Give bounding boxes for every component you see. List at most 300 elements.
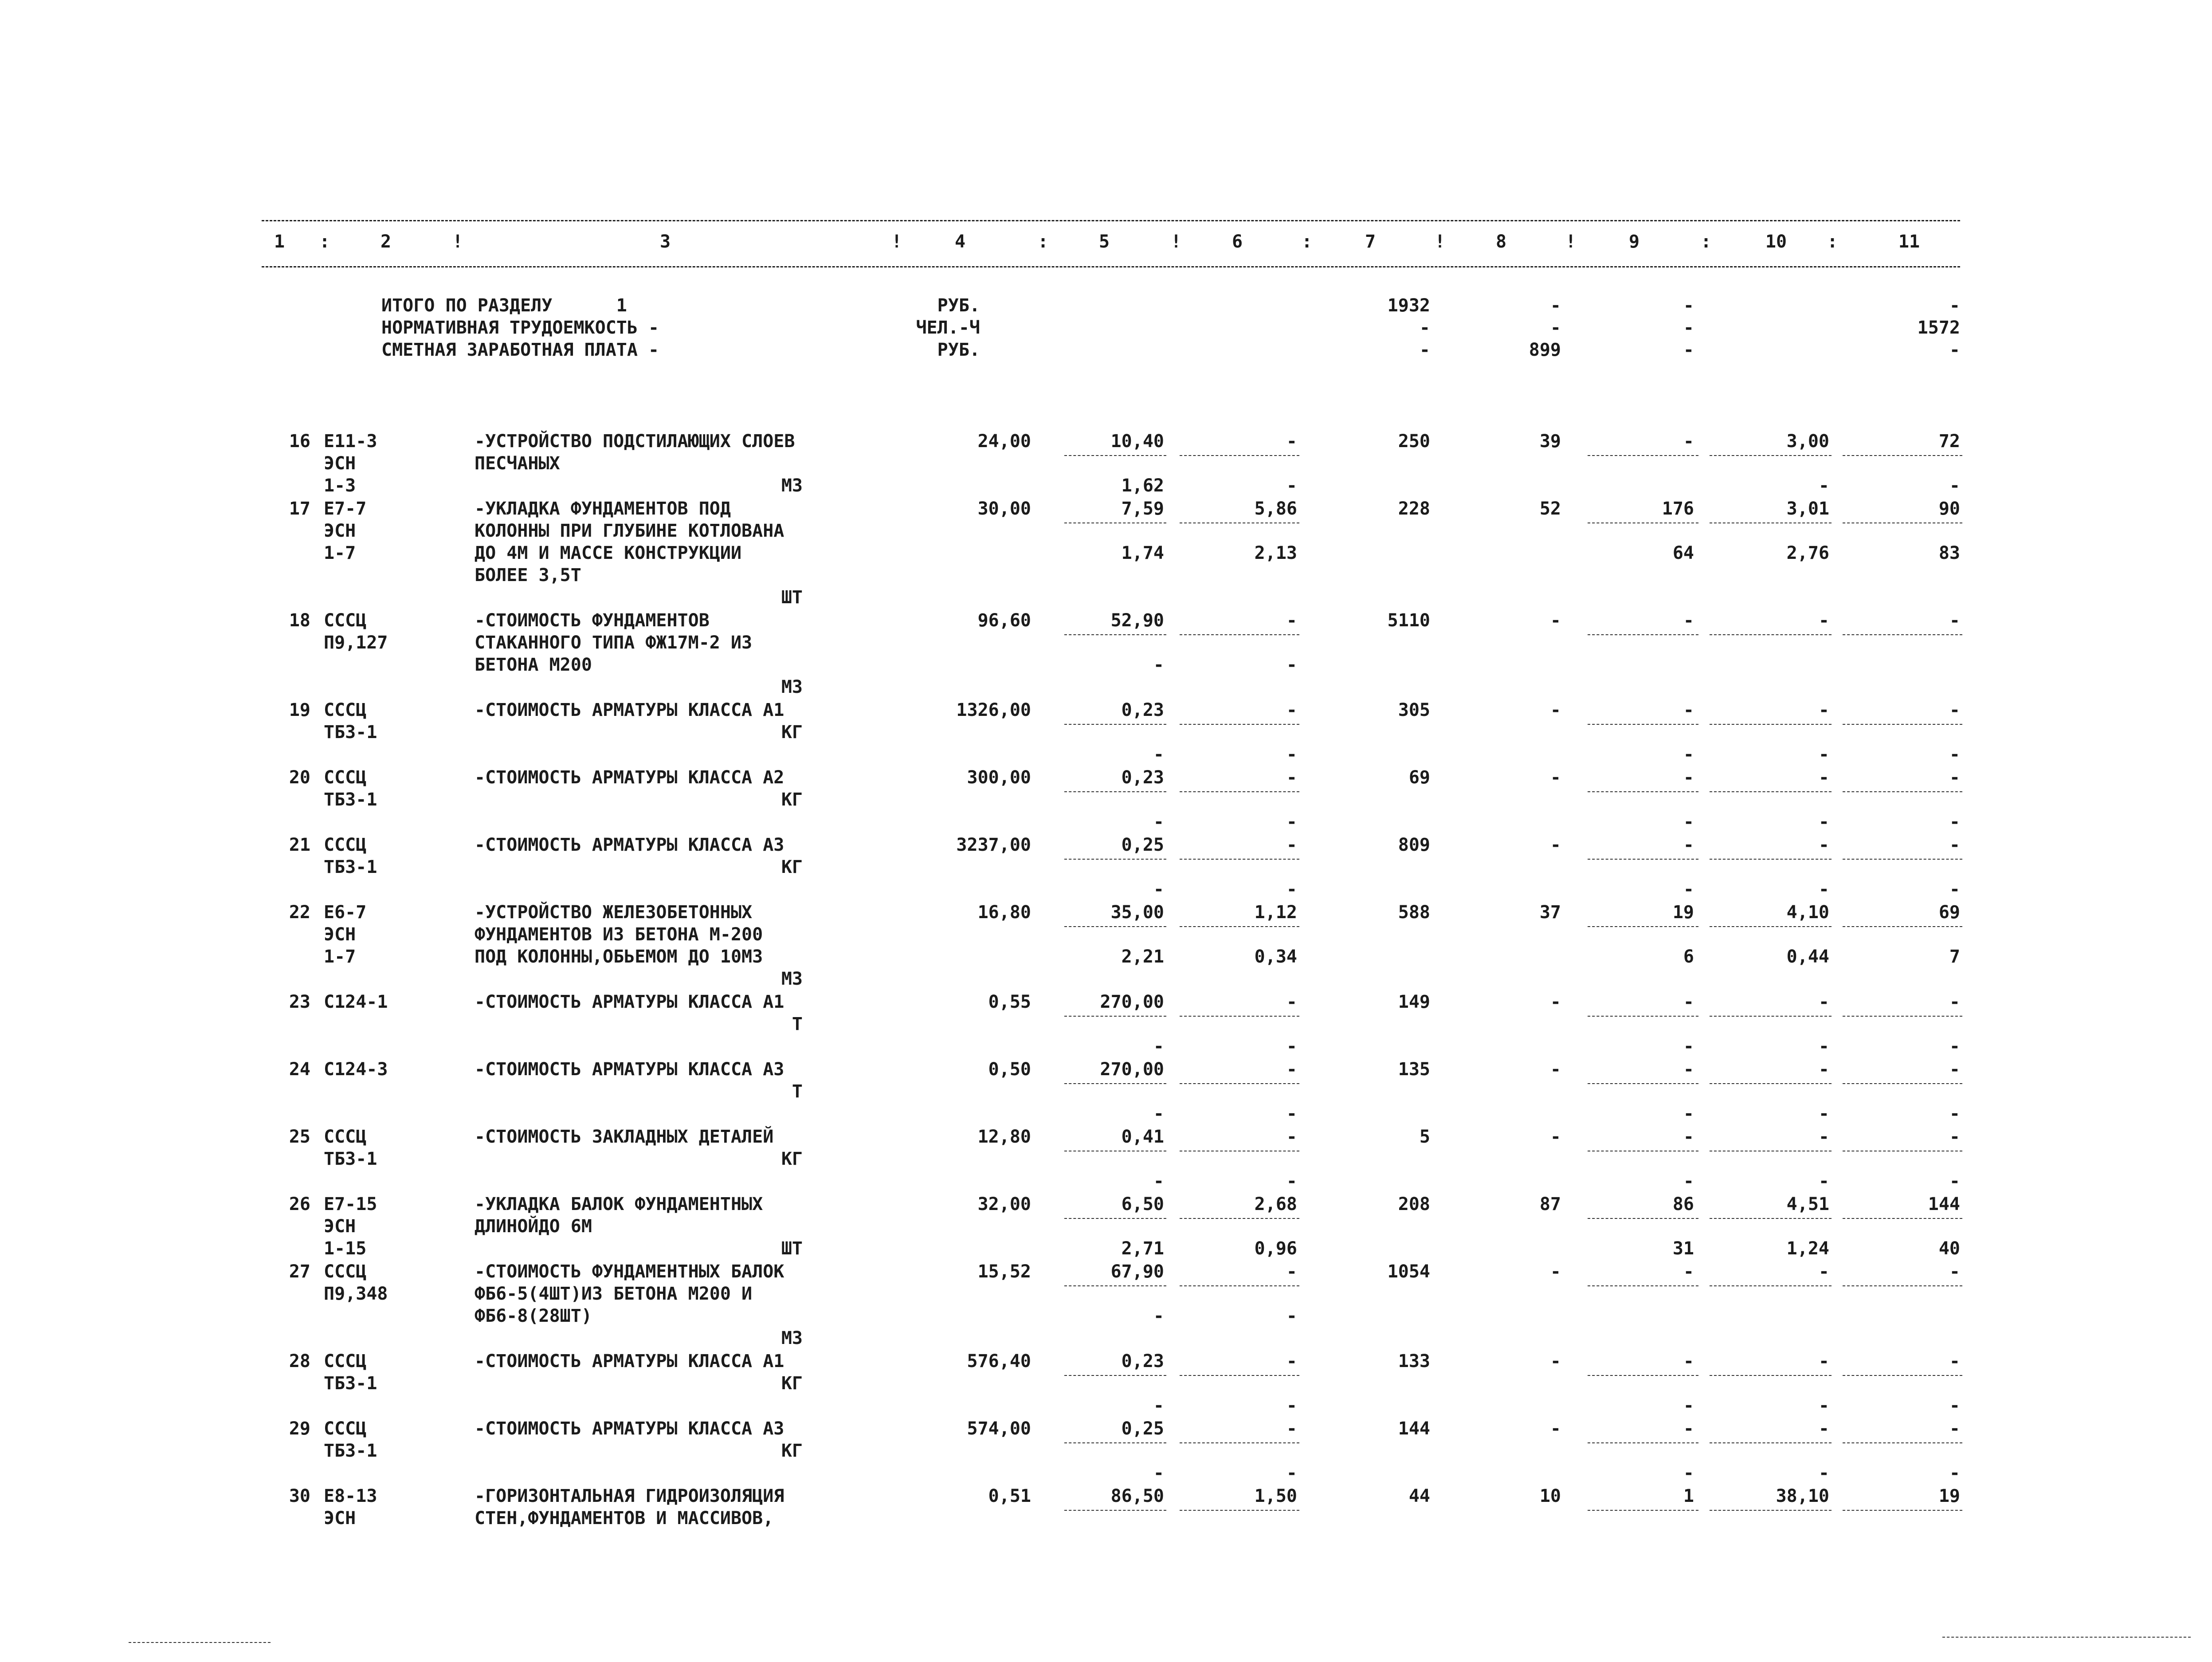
row-value-c7: 135 — [1398, 1059, 1430, 1080]
row-underline — [1180, 859, 1299, 860]
row-value-c7: 133 — [1398, 1351, 1430, 1371]
row-underline — [1710, 791, 1832, 792]
row-value-c4: 24,00 — [977, 431, 1031, 452]
row-value-c11: - — [1949, 1351, 1960, 1371]
row-underline — [1710, 1510, 1832, 1511]
row-description: -УКЛАДКА ФУНДАМЕНТОВ ПОД — [475, 499, 731, 519]
row-underline — [1588, 1083, 1698, 1084]
row-sub-s11: - — [1949, 1104, 1960, 1124]
row-value-c4: 300,00 — [967, 767, 1031, 788]
totals-label: НОРМАТИВНАЯ ТРУДОЕМКОСТЬ - — [381, 318, 659, 338]
row-underline — [1843, 859, 1962, 860]
row-value-c11: - — [1949, 835, 1960, 855]
row-description: КОЛОННЫ ПРИ ГЛУБИНЕ КОТЛОВАНА — [475, 521, 784, 541]
row-number: 30 — [289, 1486, 310, 1506]
row-underline — [1843, 1083, 1962, 1084]
row-sub-s10: - — [1818, 1036, 1829, 1057]
row-number: 29 — [289, 1418, 310, 1439]
row-description: ПОД КОЛОННЫ,ОБЬЕМОМ ДО 10М3 — [475, 947, 763, 967]
row-value-c11: 144 — [1928, 1194, 1960, 1214]
row-code: ТБ3-1 — [324, 1373, 377, 1394]
row-value-c5: 67,90 — [1110, 1261, 1164, 1282]
row-underline — [1064, 634, 1166, 635]
totals-c11: 1572 — [1917, 318, 1960, 338]
row-sub-s5: - — [1153, 1104, 1164, 1124]
row-code: СССЦ — [324, 610, 367, 631]
row-underline — [1064, 859, 1166, 860]
row-sub-s11: - — [1949, 475, 1960, 496]
row-description: -СТОИМОСТЬ АРМАТУРЫ КЛАССА А3 — [475, 1059, 784, 1080]
column-number-6: 6 — [1232, 232, 1243, 252]
row-unit: ШТ — [781, 587, 803, 608]
row-value-c9: - — [1683, 1418, 1694, 1439]
row-sub-s6: - — [1286, 1463, 1297, 1483]
row-description: -СТОИМОСТЬ ФУНДАМЕНТОВ — [475, 610, 710, 631]
row-value-c6: - — [1286, 835, 1297, 855]
row-description: ПЕСЧАНЫХ — [475, 453, 560, 474]
row-underline — [1843, 634, 1962, 635]
row-number: 26 — [289, 1194, 310, 1214]
row-value-c5: 0,25 — [1121, 835, 1164, 855]
row-value-c5: 0,25 — [1121, 1418, 1164, 1439]
row-description: ФБ6-8(28ШТ) — [475, 1306, 592, 1326]
row-sub-s6: - — [1286, 655, 1297, 675]
row-number: 27 — [289, 1261, 310, 1282]
column-separator: : — [319, 232, 330, 252]
row-code: Е8-13 — [324, 1486, 377, 1506]
row-value-c11: 72 — [1938, 431, 1960, 452]
column-separator: ! — [1565, 232, 1577, 252]
row-code: СССЦ — [324, 1351, 367, 1371]
row-unit: М3 — [781, 475, 803, 496]
row-underline — [1180, 1442, 1299, 1443]
row-sub-s5: 1,62 — [1121, 475, 1164, 496]
row-value-c9: - — [1683, 431, 1694, 452]
row-value-c11: - — [1949, 1418, 1960, 1439]
totals-c9: - — [1683, 295, 1694, 316]
row-sub-s10: - — [1818, 879, 1829, 900]
row-value-c9: 1 — [1683, 1486, 1694, 1506]
row-underline — [1588, 455, 1698, 456]
row-sub-s9: - — [1683, 812, 1694, 832]
row-sub-s9: - — [1683, 1036, 1694, 1057]
row-value-c7: 208 — [1398, 1194, 1430, 1214]
totals-c11: - — [1949, 295, 1960, 316]
row-underline — [1588, 1285, 1698, 1286]
row-sub-s11: 83 — [1938, 543, 1960, 563]
row-underline — [1710, 1016, 1832, 1017]
row-code: СССЦ — [324, 700, 367, 720]
row-code: ТБ3-1 — [324, 1149, 377, 1169]
row-underline — [1064, 791, 1166, 792]
row-sub-s5: - — [1153, 1395, 1164, 1416]
totals-unit: ЧЕЛ.-Ч — [916, 318, 980, 338]
row-value-c8: 10 — [1539, 1486, 1561, 1506]
row-value-c6: - — [1286, 1261, 1297, 1282]
totals-c7: - — [1419, 318, 1430, 338]
scan-edge-mark — [1942, 1637, 2191, 1638]
row-value-c11: 69 — [1938, 902, 1960, 923]
row-underline — [1588, 1510, 1698, 1511]
row-value-c8: - — [1550, 700, 1561, 720]
row-value-c8: - — [1550, 1059, 1561, 1080]
row-description: -СТОИМОСТЬ АРМАТУРЫ КЛАССА А1 — [475, 1351, 784, 1371]
row-sub-s10: - — [1818, 812, 1829, 832]
row-underline — [1710, 634, 1832, 635]
column-number-11: 11 — [1898, 232, 1920, 252]
row-value-c11: 19 — [1938, 1486, 1960, 1506]
row-value-c9: - — [1683, 1351, 1694, 1371]
row-underline — [1064, 455, 1166, 456]
row-code: Е7-7 — [324, 499, 367, 519]
row-code: ТБ3-1 — [324, 722, 377, 743]
row-value-c8: - — [1550, 610, 1561, 631]
row-value-c4: 12,80 — [977, 1127, 1031, 1147]
row-value-c8: - — [1550, 835, 1561, 855]
totals-unit: РУБ. — [937, 340, 980, 360]
row-value-c7: 1054 — [1387, 1261, 1430, 1282]
row-underline — [1064, 1016, 1166, 1017]
column-separator: ! — [452, 232, 463, 252]
column-separator: ! — [1435, 232, 1446, 252]
row-description: ДЛИНОЙДО 6М — [475, 1216, 592, 1237]
row-unit: КГ — [781, 1149, 803, 1169]
column-separator: : — [1701, 232, 1712, 252]
row-value-c10: 4,10 — [1786, 902, 1829, 923]
row-underline — [1843, 1510, 1962, 1511]
row-value-c9: - — [1683, 1261, 1694, 1282]
row-underline — [1180, 791, 1299, 792]
row-value-c6: 5,86 — [1254, 499, 1297, 519]
row-value-c11: - — [1949, 1261, 1960, 1282]
row-value-c4: 3237,00 — [956, 835, 1031, 855]
totals-c11: - — [1949, 340, 1960, 360]
row-value-c10: - — [1818, 1059, 1829, 1080]
row-underline — [1710, 1083, 1832, 1084]
row-description: -СТОИМОСТЬ АРМАТУРЫ КЛАССА А3 — [475, 835, 784, 855]
row-underline — [1588, 1016, 1698, 1017]
row-sub-s9: 31 — [1672, 1238, 1694, 1259]
row-value-c7: 250 — [1398, 431, 1430, 452]
row-value-c5: 6,50 — [1121, 1194, 1164, 1214]
totals-c8: - — [1550, 295, 1561, 316]
row-unit: КГ — [781, 1441, 803, 1461]
row-value-c6: - — [1286, 767, 1297, 788]
row-code: СССЦ — [324, 835, 367, 855]
row-value-c4: 576,40 — [967, 1351, 1031, 1371]
row-underline — [1588, 859, 1698, 860]
row-value-c9: 19 — [1672, 902, 1694, 923]
row-sub-s11: - — [1949, 1463, 1960, 1483]
row-underline — [1180, 455, 1299, 456]
row-number: 25 — [289, 1127, 310, 1147]
row-sub-s6: - — [1286, 879, 1297, 900]
row-value-c6: - — [1286, 610, 1297, 631]
row-value-c8: - — [1550, 1418, 1561, 1439]
table-header-rule — [262, 266, 1960, 267]
column-separator: : — [1038, 232, 1049, 252]
row-sub-s10: - — [1818, 744, 1829, 765]
row-code: Е7-15 — [324, 1194, 377, 1214]
row-underline — [1588, 1375, 1698, 1376]
row-description: -СТОИМОСТЬ АРМАТУРЫ КЛАССА А2 — [475, 767, 784, 788]
totals-label: ИТОГО ПО РАЗДЕЛУ 1 — [381, 295, 627, 316]
column-number-4: 4 — [954, 232, 966, 252]
row-sub-s5: 1,74 — [1121, 543, 1164, 563]
row-value-c11: - — [1949, 992, 1960, 1012]
row-code: ТБ3-1 — [324, 790, 377, 810]
row-value-c8: 52 — [1539, 499, 1561, 519]
row-value-c4: 15,52 — [977, 1261, 1031, 1282]
row-unit: М3 — [781, 677, 803, 697]
row-value-c5: 0,41 — [1121, 1127, 1164, 1147]
row-code: 1-3 — [324, 475, 356, 496]
row-value-c10: 4,51 — [1786, 1194, 1829, 1214]
row-value-c11: - — [1949, 700, 1960, 720]
column-separator: : — [1827, 232, 1838, 252]
row-value-c4: 32,00 — [977, 1194, 1031, 1214]
totals-unit: РУБ. — [937, 295, 980, 316]
row-value-c9: - — [1683, 1059, 1694, 1080]
row-code: ЭСН — [324, 453, 356, 474]
row-code: П9,348 — [324, 1284, 388, 1304]
row-description: ФУНДАМЕНТОВ ИЗ БЕТОНА М-200 — [475, 924, 763, 945]
row-number: 21 — [289, 835, 310, 855]
row-value-c7: 228 — [1398, 499, 1430, 519]
row-underline — [1180, 1285, 1299, 1286]
row-value-c10: - — [1818, 1418, 1829, 1439]
row-description: -УСТРОЙСТВО ЖЕЛЕЗОБЕТОННЫХ — [475, 902, 753, 923]
row-value-c7: 588 — [1398, 902, 1430, 923]
row-code: Е11-3 — [324, 431, 377, 452]
row-sub-s5: - — [1153, 1171, 1164, 1191]
table-top-rule — [262, 220, 1960, 221]
row-sub-s6: 0,96 — [1254, 1238, 1297, 1259]
row-value-c6: - — [1286, 992, 1297, 1012]
row-underline — [1843, 791, 1962, 792]
row-underline — [1710, 1442, 1832, 1443]
row-sub-s5: - — [1153, 1306, 1164, 1326]
row-value-c5: 10,40 — [1110, 431, 1164, 452]
row-sub-s6: 2,13 — [1254, 543, 1297, 563]
row-description: СТЕН,ФУНДАМЕНТОВ И МАССИВОВ, — [475, 1508, 774, 1528]
row-sub-s5: 2,71 — [1121, 1238, 1164, 1259]
row-number: 18 — [289, 610, 310, 631]
row-value-c5: 7,59 — [1121, 499, 1164, 519]
row-number: 23 — [289, 992, 310, 1012]
row-underline — [1064, 1285, 1166, 1286]
column-separator: : — [1302, 232, 1313, 252]
row-value-c10: - — [1818, 835, 1829, 855]
row-code: ЭСН — [324, 1508, 356, 1528]
row-underline — [1843, 1218, 1962, 1219]
row-value-c6: - — [1286, 431, 1297, 452]
row-value-c8: 37 — [1539, 902, 1561, 923]
totals-c9: - — [1683, 340, 1694, 360]
row-unit: КГ — [781, 857, 803, 877]
column-separator: ! — [1171, 232, 1182, 252]
row-description: -СТОИМОСТЬ АРМАТУРЫ КЛАССА А1 — [475, 992, 784, 1012]
row-value-c5: 86,50 — [1110, 1486, 1164, 1506]
row-sub-s11: - — [1949, 1036, 1960, 1057]
row-sub-s6: - — [1286, 1395, 1297, 1416]
row-sub-s10: - — [1818, 1395, 1829, 1416]
row-underline — [1710, 455, 1832, 456]
row-code: СССЦ — [324, 1418, 367, 1439]
row-sub-s6: - — [1286, 475, 1297, 496]
row-underline — [1843, 1375, 1962, 1376]
row-sub-s5: 2,21 — [1121, 947, 1164, 967]
row-number: 20 — [289, 767, 310, 788]
column-number-3: 3 — [659, 232, 671, 252]
column-number-10: 10 — [1765, 232, 1787, 252]
totals-label: СМЕТНАЯ ЗАРАБОТНАЯ ПЛАТА - — [381, 340, 659, 360]
row-number: 17 — [289, 499, 310, 519]
row-code: СССЦ — [324, 767, 367, 788]
row-sub-s5: - — [1153, 1036, 1164, 1057]
row-sub-s10: 0,44 — [1786, 947, 1829, 967]
row-sub-s10: - — [1818, 1104, 1829, 1124]
row-value-c5: 270,00 — [1100, 992, 1164, 1012]
row-underline — [1180, 634, 1299, 635]
row-underline — [1180, 926, 1299, 927]
row-sub-s9: - — [1683, 1395, 1694, 1416]
row-code: П9,127 — [324, 633, 388, 653]
row-sub-s6: - — [1286, 1036, 1297, 1057]
row-sub-s5: - — [1153, 1463, 1164, 1483]
row-description: -ГОРИЗОНТАЛЬНАЯ ГИДРОИЗОЛЯЦИЯ — [475, 1486, 784, 1506]
row-underline — [1064, 1375, 1166, 1376]
row-number: 16 — [289, 431, 310, 452]
row-sub-s6: - — [1286, 1104, 1297, 1124]
row-value-c10: - — [1818, 610, 1829, 631]
row-value-c5: 0,23 — [1121, 700, 1164, 720]
row-value-c10: - — [1818, 767, 1829, 788]
row-sub-s11: - — [1949, 812, 1960, 832]
row-value-c6: - — [1286, 1418, 1297, 1439]
row-description: ДО 4М И МАССЕ КОНСТРУКЦИИ — [475, 543, 742, 563]
totals-c9: - — [1683, 318, 1694, 338]
totals-c8: - — [1550, 318, 1561, 338]
row-value-c7: 809 — [1398, 835, 1430, 855]
row-code: С124-3 — [324, 1059, 388, 1080]
row-value-c8: 39 — [1539, 431, 1561, 452]
row-value-c8: - — [1550, 992, 1561, 1012]
row-code: 1-15 — [324, 1238, 367, 1259]
row-value-c9: - — [1683, 700, 1694, 720]
row-value-c5: 270,00 — [1100, 1059, 1164, 1080]
row-code: СССЦ — [324, 1127, 367, 1147]
row-description: -СТОИМОСТЬ ФУНДАМЕНТНЫХ БАЛОК — [475, 1261, 784, 1282]
row-sub-s11: - — [1949, 1395, 1960, 1416]
row-sub-s11: - — [1949, 1171, 1960, 1191]
row-sub-s6: - — [1286, 1171, 1297, 1191]
row-value-c6: 1,12 — [1254, 902, 1297, 923]
row-value-c4: 0,50 — [988, 1059, 1031, 1080]
row-value-c8: - — [1550, 1351, 1561, 1371]
row-underline — [1588, 791, 1698, 792]
totals-c8: 899 — [1529, 340, 1561, 360]
row-value-c7: 5 — [1419, 1127, 1430, 1147]
row-value-c6: - — [1286, 700, 1297, 720]
row-underline — [1710, 859, 1832, 860]
row-underline — [1843, 926, 1962, 927]
row-unit: Т — [792, 1014, 803, 1034]
row-value-c7: 305 — [1398, 700, 1430, 720]
row-unit: М3 — [781, 969, 803, 989]
row-code: ЭСН — [324, 521, 356, 541]
row-sub-s10: 1,24 — [1786, 1238, 1829, 1259]
row-underline — [1064, 1442, 1166, 1443]
row-value-c9: - — [1683, 767, 1694, 788]
row-value-c4: 0,55 — [988, 992, 1031, 1012]
row-sub-s5: - — [1153, 879, 1164, 900]
row-underline — [1064, 926, 1166, 927]
row-underline — [1710, 1218, 1832, 1219]
row-value-c6: 2,68 — [1254, 1194, 1297, 1214]
column-number-1: 1 — [274, 232, 285, 252]
row-code: 1-7 — [324, 947, 356, 967]
row-code: ТБ3-1 — [324, 1441, 377, 1461]
row-unit: КГ — [781, 1373, 803, 1394]
row-value-c8: - — [1550, 1261, 1561, 1282]
row-sub-s10: 2,76 — [1786, 543, 1829, 563]
row-number: 24 — [289, 1059, 310, 1080]
row-value-c7: 44 — [1408, 1486, 1430, 1506]
row-sub-s10: - — [1818, 1171, 1829, 1191]
row-value-c4: 574,00 — [967, 1418, 1031, 1439]
row-sub-s9: - — [1683, 744, 1694, 765]
row-value-c9: 176 — [1662, 499, 1694, 519]
row-value-c7: 5110 — [1387, 610, 1430, 631]
row-unit: Т — [792, 1081, 803, 1102]
row-sub-s9: - — [1683, 1171, 1694, 1191]
row-underline — [1843, 724, 1962, 725]
row-value-c10: - — [1818, 1261, 1829, 1282]
row-value-c7: 69 — [1408, 767, 1430, 788]
column-number-5: 5 — [1098, 232, 1110, 252]
row-sub-s6: - — [1286, 812, 1297, 832]
row-underline — [1180, 1016, 1299, 1017]
column-separator: ! — [891, 232, 902, 252]
row-underline — [1710, 926, 1832, 927]
row-value-c9: - — [1683, 610, 1694, 631]
row-value-c4: 30,00 — [977, 499, 1031, 519]
row-underline — [1180, 1083, 1299, 1084]
row-sub-s9: - — [1683, 1104, 1694, 1124]
row-number: 19 — [289, 700, 310, 720]
row-sub-s10: - — [1818, 1463, 1829, 1483]
row-sub-s6: - — [1286, 744, 1297, 765]
row-sub-s11: 7 — [1949, 947, 1960, 967]
row-value-c5: 52,90 — [1110, 610, 1164, 631]
row-underline — [1843, 1442, 1962, 1443]
row-sub-s9: - — [1683, 1463, 1694, 1483]
row-underline — [1064, 724, 1166, 725]
row-value-c6: - — [1286, 1351, 1297, 1371]
row-value-c4: 0,51 — [988, 1486, 1031, 1506]
row-value-c11: - — [1949, 1127, 1960, 1147]
row-sub-s5: - — [1153, 812, 1164, 832]
row-value-c10: 3,00 — [1786, 431, 1829, 452]
column-number-2: 2 — [380, 232, 392, 252]
row-underline — [1843, 1285, 1962, 1286]
row-sub-s11: - — [1949, 879, 1960, 900]
row-value-c7: 144 — [1398, 1418, 1430, 1439]
row-description: БОЛЕЕ 3,5Т — [475, 565, 581, 585]
row-number: 22 — [289, 902, 310, 923]
row-underline — [1710, 1375, 1832, 1376]
